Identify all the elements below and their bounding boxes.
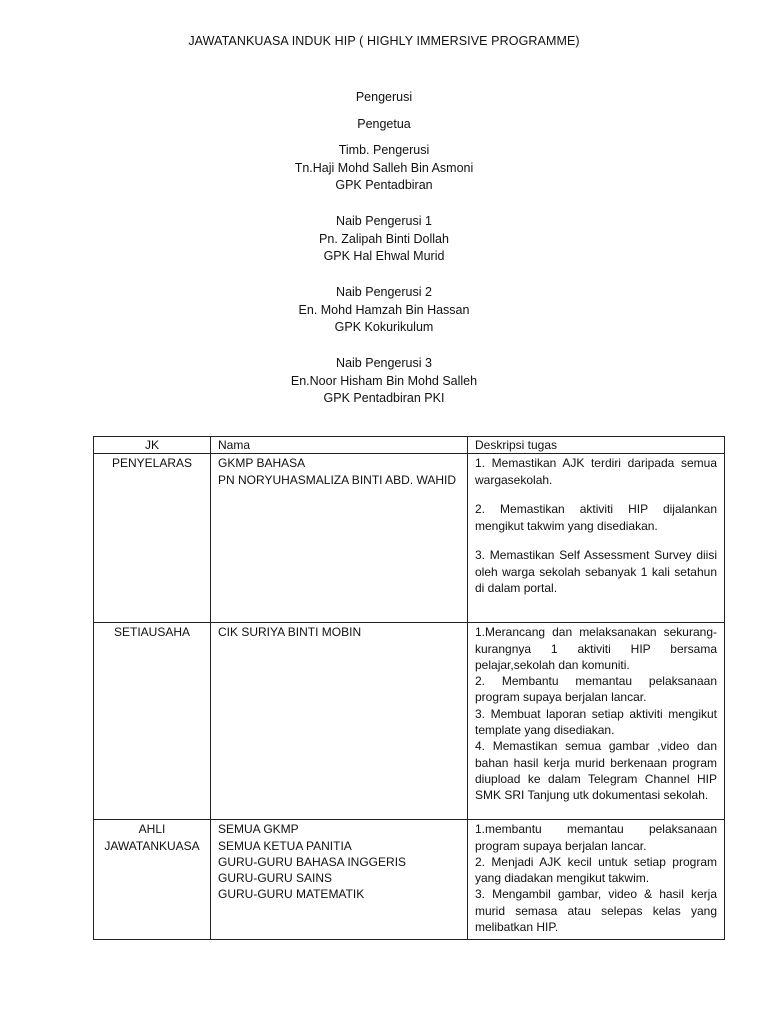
pengerusi-name: Pengetua: [357, 117, 411, 131]
nama-cell: [211, 454, 468, 623]
naib-pengerusi-1-block: [0, 213, 768, 266]
header-deskripsi: Deskripsi tugas: [468, 437, 725, 454]
page-title: JAWATANKUASA INDUK HIP ( HIGHLY IMMERSIVE PROGRAMME): [188, 34, 580, 48]
table-row-ahli-jawatankuasa: [94, 820, 725, 940]
tugas-item: 1. Memastikan AJK terdiri daripada semua wargasekolah.: [475, 456, 717, 487]
nama-line: GKMP BAHASA: [218, 456, 306, 471]
deskripsi-cell: [468, 623, 725, 820]
jk-label: SETIAUSAHA: [113, 625, 191, 640]
jk-cell: [94, 820, 211, 940]
naib2-post: GPK Kokurikulum: [334, 320, 434, 335]
nama-line: GURU-GURU MATEMATIK: [218, 887, 365, 902]
timb-pengerusi-block: [0, 142, 768, 195]
deskripsi-cell: [468, 820, 725, 940]
naib3-post: GPK Pentadbiran PKI: [323, 391, 445, 406]
tugas-item: 2. Membantu memantau pelaksanaan program supaya berjalan lancar.: [475, 674, 717, 705]
tugas-item: 4. Memastikan semua gambar ,video dan bahan hasil kerja murid berkenaan program diupload ke dalam Telegram Channel HIP SMK SRI Tanjung utk dokumentasi sekolah.: [475, 739, 717, 803]
naib2-role: Naib Pengerusi 2: [336, 285, 432, 299]
deskripsi-cell: [468, 454, 725, 623]
header-jk: JK: [94, 437, 211, 454]
jk-label: AHLI JAWATANKUASA: [104, 822, 200, 853]
naib2-name: En. Mohd Hamzah Bin Hassan: [298, 302, 470, 317]
pengerusi-block: [0, 89, 768, 107]
nama-line: GURU-GURU BAHASA INGGERIS: [218, 854, 407, 869]
table-row-setiausaha: [94, 623, 725, 820]
jk-cell: [94, 454, 211, 623]
timb-post: GPK Pentadbiran: [335, 178, 433, 193]
nama-cell: [211, 820, 468, 940]
nama-cell: [211, 623, 468, 820]
naib1-name: Pn. Zalipah Binti Dollah: [319, 231, 449, 246]
nama-line: GURU-GURU SAINS: [218, 871, 333, 886]
tugas-item: 3. Membuat laporan setiap aktiviti mengikut template yang disediakan.: [475, 706, 717, 738]
naib3-name: En.Noor Hisham Bin Mohd Salleh: [290, 373, 478, 388]
tugas-item: 2. Menjadi AJK kecil untuk setiap program yang diadakan mengikut takwim.: [475, 854, 717, 886]
naib-pengerusi-3-block: [0, 355, 768, 408]
timb-name: Tn.Haji Mohd Salleh Bin Asmoni: [294, 160, 474, 175]
naib-pengerusi-2-block: [0, 284, 768, 337]
nama-line: PN NORYUHASMALIZA BINTI ABD. WAHID: [218, 472, 457, 487]
table-header-row: [94, 437, 725, 454]
pengerusi-label: Pengerusi: [355, 90, 413, 104]
nama-line: CIK SURIYA BINTI MOBIN: [218, 625, 362, 640]
jk-cell: [94, 623, 211, 820]
tugas-item: 1.Merancang dan melaksanakan sekurang-kurangnya 1 aktiviti HIP bersama pelajar,sekolah dan komuniti.: [475, 625, 717, 672]
table-row-penyelaras: [94, 454, 725, 623]
committee-table: [93, 436, 725, 940]
pengerusi-name-block: [0, 116, 768, 134]
tugas-item: 1.membantu memantau pelaksanaan program supaya berjalan lancar.: [475, 822, 717, 853]
naib3-role: Naib Pengerusi 3: [336, 356, 432, 370]
tugas-item: 3. Memastikan Self Assessment Survey diisi oleh warga sekolah sebanyak 1 kali setahun di dalam portal.: [475, 548, 717, 596]
jk-label: PENYELARAS: [111, 456, 193, 471]
header-nama: Nama: [211, 437, 468, 454]
timb-role: Timb. Pengerusi: [338, 143, 430, 157]
nama-line: SEMUA GKMP: [218, 822, 299, 837]
tugas-item: 2. Memastikan aktiviti HIP dijalankan mengikut takwim yang disediakan.: [475, 502, 717, 533]
naib1-role: Naib Pengerusi 1: [336, 214, 432, 228]
naib1-post: GPK Hal Ehwal Murid: [323, 249, 445, 264]
nama-line: SEMUA KETUA PANITIA: [218, 838, 352, 853]
tugas-item: 3. Mengambil gambar, video & hasil kerja murid semasa atau selepas kelas yang melibatkan HIP.: [475, 887, 717, 935]
